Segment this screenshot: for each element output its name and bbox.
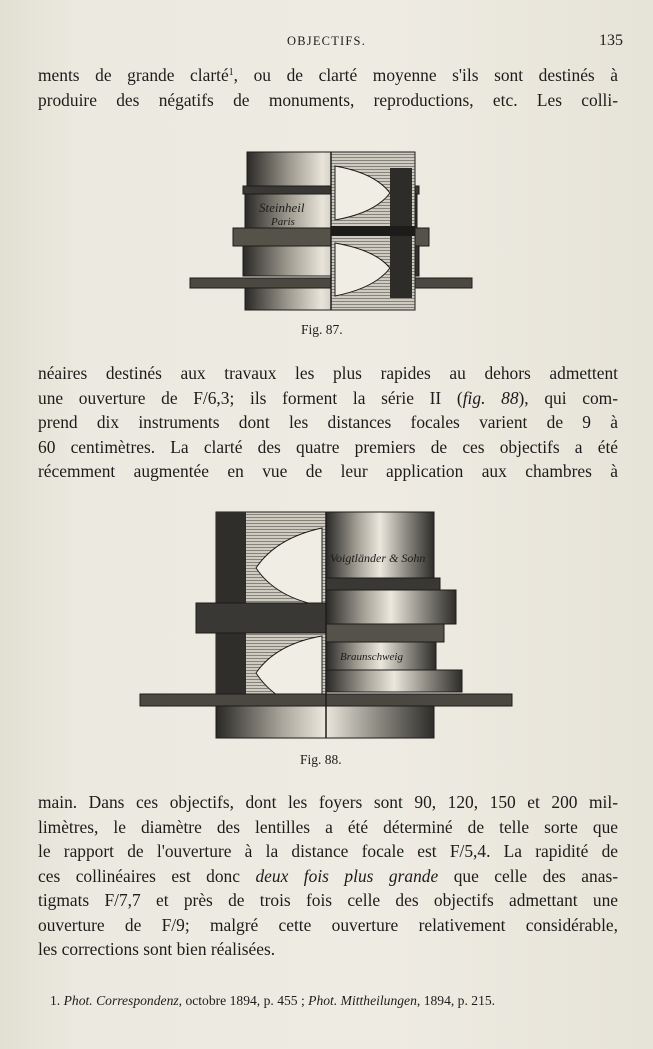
footnote bbox=[50, 993, 495, 1009]
text-span: ments de grande clarté bbox=[38, 65, 229, 85]
footnote-source: Phot. Mittheilungen bbox=[308, 993, 417, 1008]
emphasis-text: deux fois plus grande bbox=[255, 865, 439, 886]
text-span: , ou de clarté moyenne s'ils sont destinés à bbox=[233, 65, 618, 85]
paragraph-3-line-6: ouverture de F/9; malgré cette ouverture relativement considérable, bbox=[38, 914, 618, 935]
paragraph-3-line-2: limètres, le diamètre des lentilles a été déterminé de telle sorte que bbox=[38, 816, 618, 837]
figure-87-caption: Fig. 87. bbox=[301, 322, 343, 337]
paragraph-3-line-5: tigmats F/7,7 et près de trois fois celle des objectifs admettant une bbox=[38, 890, 618, 910]
paragraph-2-line-3: prend dix instruments dont les distances focales varient de 9 à bbox=[38, 412, 618, 432]
text-span: ), qui com- bbox=[518, 387, 618, 408]
page-header bbox=[0, 34, 653, 54]
engraving-text: Braunschweig bbox=[340, 651, 403, 663]
paragraph-3-line-4 bbox=[38, 864, 618, 889]
lens-engraving-87 bbox=[185, 148, 475, 318]
figure-88-caption: Fig. 88. bbox=[300, 752, 342, 767]
figure-reference: fig. 88 bbox=[462, 387, 519, 408]
paragraph-3 bbox=[38, 790, 618, 962]
figure-87-lens-illustration bbox=[185, 148, 475, 318]
paragraph-1-line-1 bbox=[38, 63, 618, 88]
paragraph-2-line-2 bbox=[38, 386, 618, 411]
text-span: une ouverture de F/6,3; ils forment la série II ( bbox=[38, 387, 463, 408]
paragraph-1 bbox=[38, 63, 618, 112]
engraving-text: Voigtländer & Sohn bbox=[330, 551, 426, 565]
text-span: ces collinéaires est donc bbox=[38, 865, 256, 886]
paragraph-2-line-1: néaires destinés aux travaux les plus rapides au dehors admettent bbox=[38, 363, 618, 383]
paragraph-3-line-7: les corrections sont bien réalisées. bbox=[38, 939, 276, 959]
page-number: 135 bbox=[599, 32, 623, 49]
paragraph-2 bbox=[38, 361, 618, 484]
text-span: que celle des anas- bbox=[438, 865, 618, 886]
lens-engraving-88 bbox=[136, 508, 516, 743]
engraving-text: Steinheil bbox=[259, 200, 305, 215]
engraving-text: Paris bbox=[271, 216, 295, 228]
footnote-text: , octobre 1894, p. 455 ; bbox=[178, 993, 309, 1008]
paragraph-2-line-4: 60 centimètres. La clarté des quatre premiers de ces objectifs a été bbox=[38, 436, 618, 457]
figure-88-lens-illustration bbox=[136, 508, 516, 743]
paragraph-1-line-2: produire des négatifs de monuments, reproductions, etc. Les colli- bbox=[38, 89, 618, 110]
footnote-source: Phot. Correspondenz bbox=[63, 993, 179, 1008]
footnote-number: 1. bbox=[50, 993, 61, 1008]
paragraph-3-line-3: le rapport de l'ouverture à la distance focale est F/5,4. La rapidité de bbox=[38, 841, 618, 861]
paragraph-3-line-1: main. Dans ces objectifs, dont les foyers sont 90, 120, 150 et 200 mil- bbox=[38, 792, 618, 812]
paragraph-2-line-5: récemment augmentée en vue de leur application aux chambres à bbox=[38, 461, 618, 481]
footnote-text: , 1894, p. 215. bbox=[416, 993, 496, 1008]
running-title: OBJECTIFS. bbox=[287, 34, 367, 48]
footnote-reference: 1 bbox=[228, 67, 234, 78]
